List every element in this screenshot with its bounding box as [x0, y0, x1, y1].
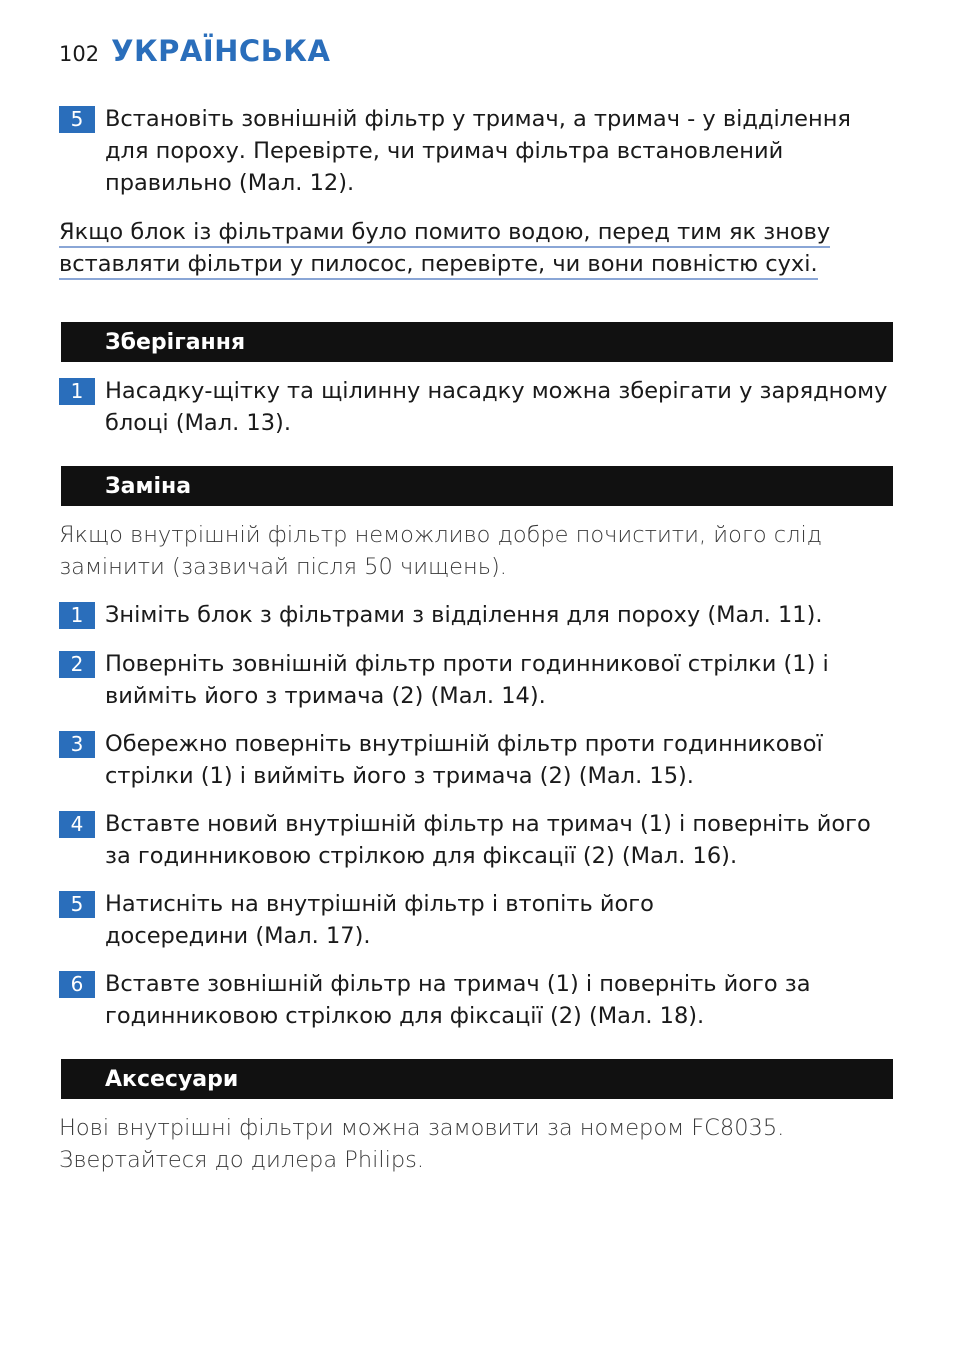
step-text: Обережно поверніть внутрішній фільтр проти годинникової стрілки (1) і вийміть його з тримача (2) (Мал. 15). [105, 731, 823, 789]
step-item [59, 888, 899, 952]
step-number-badge: 3 [59, 731, 95, 758]
step-number-badge: 4 [59, 811, 95, 838]
step-item [59, 375, 899, 439]
section-title: Зберігання [105, 330, 246, 355]
step-item [59, 103, 899, 199]
section-title: Аксесуари [105, 1067, 239, 1092]
step-number-badge: 6 [59, 971, 95, 998]
step-text: Насадку-щітку та щілинну насадку можна зберігати у зарядному блоці (Мал. 13). [105, 378, 888, 436]
step-text: Натисніть на внутрішній фільтр і втопіть його досередини (Мал. 17). [105, 891, 654, 949]
accessories-text: Нові внутрішні фільтри можна замовити за номером FC8035. Звертайтеся до дилера Philips. [59, 1115, 785, 1173]
step-text: Зніміть блок з фільтрами з відділення для пороху (Мал. 11). [105, 602, 823, 628]
section-heading-replacement [61, 466, 893, 506]
step-text: Поверніть зовнішній фільтр проти годинникової стрілки (1) і вийміть його з тримача (2) (Мал. 14). [105, 651, 829, 709]
step-item [59, 728, 899, 792]
warning-note [59, 216, 869, 280]
page-header [59, 34, 330, 68]
step-number-badge: 5 [59, 106, 95, 133]
section-heading-accessories [61, 1059, 893, 1099]
language-title: УКРАЇНСЬКА [111, 34, 331, 68]
step-text: Встановіть зовнішній фільтр у тримач, а тримач - у відділення для пороху. Перевірте, чи тримач фільтра встановлений правильно (Мал. 12). [105, 106, 851, 196]
step-item [59, 599, 899, 631]
section-title: Заміна [105, 474, 192, 499]
step-number-badge: 2 [59, 651, 95, 678]
step-number-badge: 1 [59, 602, 95, 629]
step-item [59, 648, 899, 712]
replacement-intro: Якщо внутрішній фільтр неможливо добре почистити, його слід замінити (зазвичай після 50 чищень). [59, 522, 823, 580]
warning-note-text: Якщо блок із фільтрами було помито водою, перед тим як знову вставляти фільтри у пилосос, перевірте, чи вони повністю сухі. [59, 219, 830, 280]
step-number-badge: 5 [59, 891, 95, 918]
step-text: Вставте новий внутрішній фільтр на тримач (1) і поверніть його за годинниковою стрілкою для фіксації (2) (Мал. 16). [105, 811, 871, 869]
step-item [59, 968, 899, 1032]
step-text: Вставте зовнішній фільтр на тримач (1) і поверніть його за годинниковою стрілкою для фіксації (2) (Мал. 18). [105, 971, 811, 1029]
page-number: 102 [59, 42, 100, 66]
step-item [59, 808, 899, 872]
step-number-badge: 1 [59, 378, 95, 405]
section-heading-storage [61, 322, 893, 362]
